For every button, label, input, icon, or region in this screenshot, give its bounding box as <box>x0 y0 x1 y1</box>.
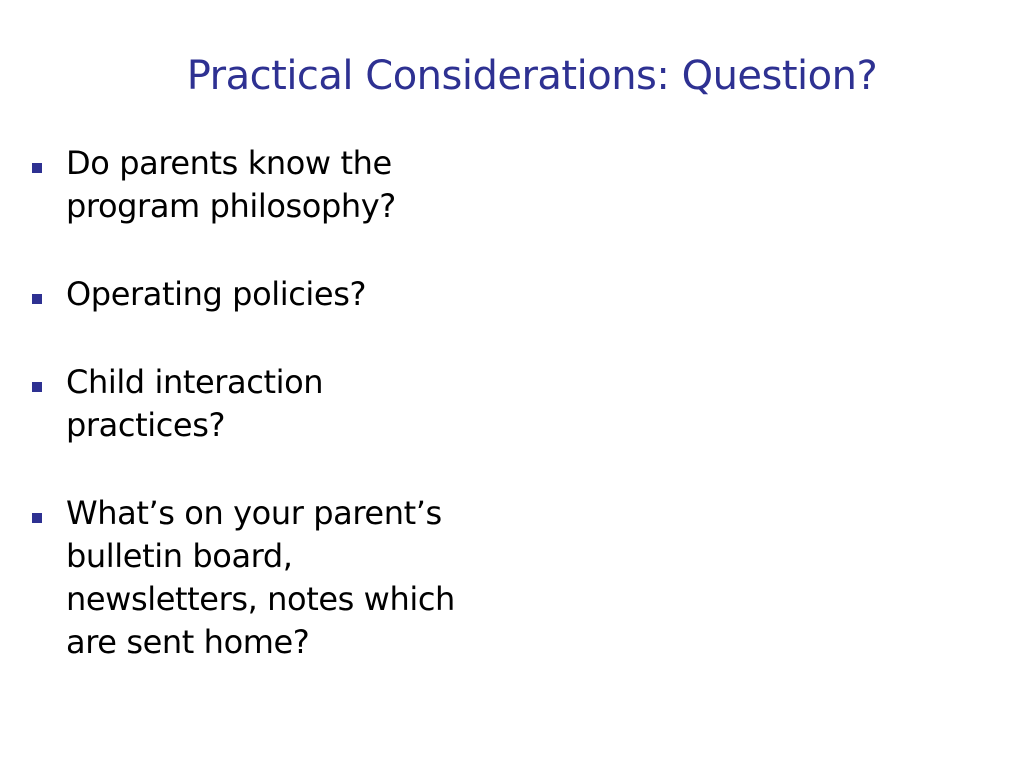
bullet-item <box>28 142 548 228</box>
bullet-list <box>28 142 548 709</box>
square-bullet-icon <box>32 382 42 392</box>
bullet-text: Child interaction practices? <box>66 363 324 444</box>
bullet-text: Operating policies? <box>66 275 367 313</box>
slide-title: Practical Considerations: Question? <box>186 53 878 99</box>
square-bullet-icon <box>32 513 42 523</box>
bullet-text: Do parents know the program philosophy? <box>66 144 396 225</box>
bullet-item <box>28 361 548 447</box>
square-bullet-icon <box>32 294 42 304</box>
bullet-item <box>28 492 548 664</box>
square-bullet-icon <box>32 163 42 173</box>
bullet-item <box>28 273 548 316</box>
bullet-text: What’s on your parent’s bulletin board, newsletters, notes which are sent home? <box>66 494 455 661</box>
